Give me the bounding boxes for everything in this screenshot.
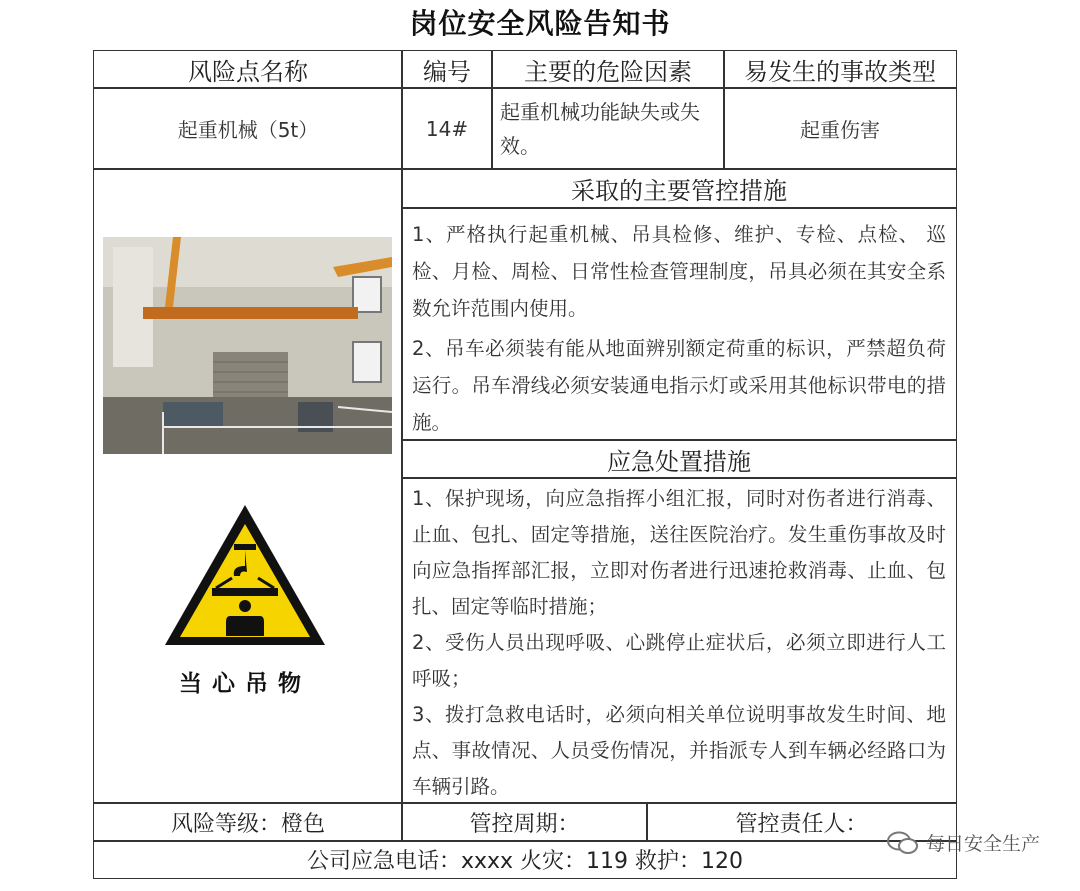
control-item: 1、严格执行起重机械、吊具检修、维护、专检、点检、 巡检、月检、周检、日常性检查管理制度，吊具必须在其安全系数允许范围内使用。 <box>412 223 946 320</box>
control-period: 管控周期： <box>401 802 648 842</box>
emergency-item: 1、保护现场，向应急指挥小组汇报，同时对伤者进行消毒、止血、包扎、固定等措施，送往医院治疗。发生重伤事故及时向应急指挥部汇报，立即对伤者进行迅速抢救消毒、止血、包扎、固定等临时措施； <box>412 487 946 618</box>
wechat-icon <box>886 831 920 855</box>
header-hazard: 主要的危险因素 <box>491 50 725 89</box>
accident-type: 起重伤害 <box>723 87 957 170</box>
sign-label: 当心吊物 <box>179 671 311 697</box>
watermark <box>886 829 1040 856</box>
emergency-body <box>401 477 957 804</box>
header-risk-point: 风险点名称 <box>93 50 403 89</box>
risk-point-name: 起重机械（5t） <box>93 87 403 170</box>
risk-level: 风险等级：橙色 <box>93 802 403 842</box>
control-responsible: 管控责任人： <box>646 802 957 842</box>
emergency-phone: 公司应急电话：xxxx 火灾：119 救护：120 <box>93 840 957 879</box>
risk-notice-table <box>93 50 957 879</box>
controls-title: 采取的主要管控措施 <box>401 168 957 209</box>
watermark-text: 每日安全生产 <box>925 833 1040 855</box>
crane-photo <box>103 237 392 454</box>
page-title: 岗位安全风险告知书 <box>409 7 671 40</box>
header-number: 编号 <box>401 50 493 89</box>
risk-point-number: 14# <box>401 87 493 170</box>
emergency-title: 应急处置措施 <box>401 439 957 479</box>
header-accident-type: 易发生的事故类型 <box>723 50 957 89</box>
caution-hanging-load-icon <box>160 500 330 650</box>
hazard-factor: 起重机械功能缺失或失效。 <box>491 87 725 170</box>
emergency-item: 2、受伤人员出现呼吸、心跳停止症状后，必须立即进行人工呼吸； <box>412 631 946 690</box>
emergency-item: 3、拨打急救电话时，必须向相关单位说明事故发生时间、地点、事故情况、人员受伤情况，并指派专人到车辆必经路口为车辆引路。 <box>412 703 946 798</box>
controls-body <box>401 207 957 441</box>
control-item: 2、吊车必须装有能从地面辨别额定荷重的标识，严禁超负荷运行。吊车滑线必须安装通电指示灯或采用其他标识带电的措施。 <box>412 337 946 434</box>
